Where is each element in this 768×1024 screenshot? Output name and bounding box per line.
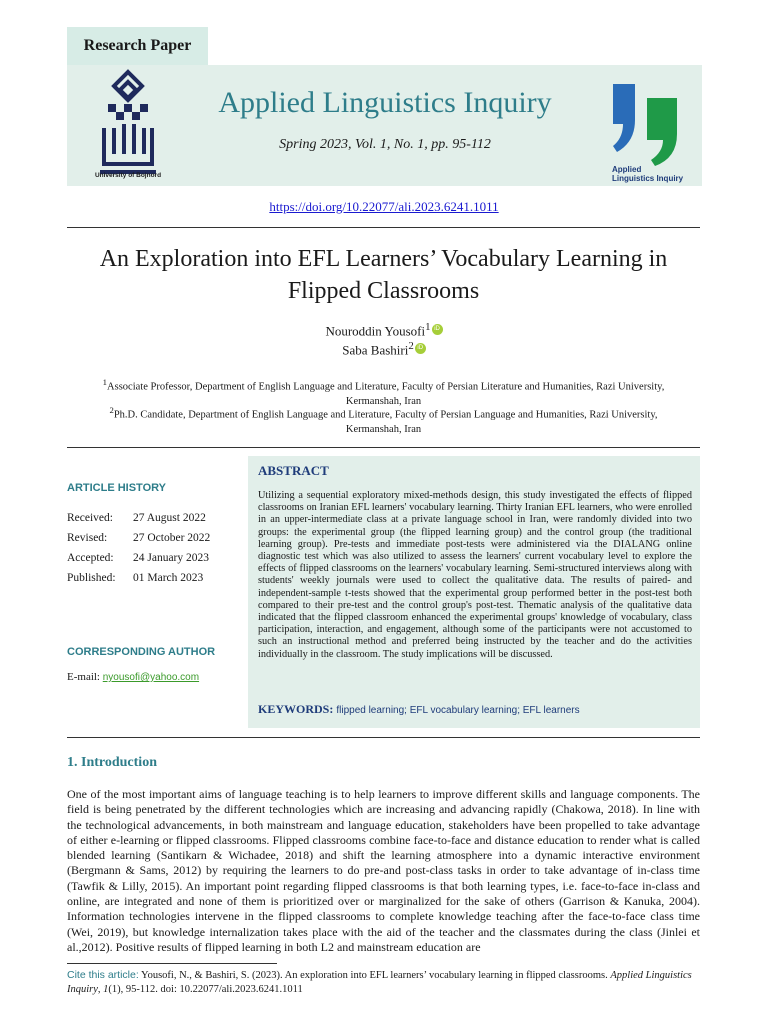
article-history-heading: ARTICLE HISTORY (67, 482, 167, 494)
research-paper-tag: Research Paper (67, 27, 208, 65)
affiliation-1: $^1$Associate Professor, Department of English Language and Literature, Faculty of Persian Literature and Humanities, Razi University, Kermanshah, Iran (102, 377, 665, 407)
paper-title: An Exploration into EFL Learners’ Vocabulary Learning in Flipped Classrooms (99, 246, 668, 304)
section-heading-introduction: 1. Introduction (67, 755, 157, 770)
university-caption: University of Bojnord (94, 172, 162, 179)
divider (67, 227, 700, 228)
introduction-text: One of the most important aims of language teaching is to help learners to improve different skills and language components. The field is being penetrated by the different technologies which are increasing and advancing rapidly (Chakowa, 2018). In line with the technological advancements, in both mainstream and language education, stakeholders have been propelled to take advantage of either e-learning or flipped classrooms. Flipped classrooms combine face-to-face and distance education to render what is called blended learning (Santikarn & Wichadee, 2018) and shift the learning atmosphere into a dynamic interactive environment (Bergmann & Sams, 2012) by requiring the learners to do pre-and post-class tasks in order to take advantage of in-class time (Tawfik & Lilly, 2015). An important point regarding flipped classrooms is that both learning types, i.e. face-to-face in-class and online, are integrated and none of them is prioritized over or marginalized for the sake of others (Garrison & Kanuka, 2004). Information technologies intervene in the flipped classrooms to complete knowledge teaching after the face-to-face class time (Wei, 2019), but knowledge internalization takes place with the aid of the teacher and the classmates during the class (Jinlei et al.,2012). Positive results of flipped learning in both L2 and mainstream education are (67, 787, 700, 954)
citation: Cite this article: Yousofi, N., & Bashiri, S. (2023). An exploration into EFL learners’ vocabulary learning in flipped classrooms. Applied Linguistics Inquiry, 1(1), 95-112. doi: 10.22077/ali.2023.6241.1011 (67, 969, 692, 995)
orcid-icon[interactable]: iD (415, 343, 426, 354)
history-row: Accepted: 24 January 2023 (67, 552, 210, 564)
footnote-divider (67, 963, 277, 964)
orcid-icon[interactable]: iD (432, 324, 443, 335)
divider (67, 737, 700, 738)
corresponding-email: E-mail: nyousofi@yahoo.com (67, 671, 200, 683)
abstract-heading: ABSTRACT (258, 463, 329, 478)
keywords: KEYWORDS: flipped learning; EFL vocabulary learning; EFL learners (258, 702, 580, 716)
author-1: Nouroddin Yousofi$^1$ iD (0, 321, 768, 339)
affiliation-2: $^2$Ph.D. Candidate, Department of English Language and Literature, Faculty of Persian Language and Humanities, Razi University, Kermanshah, Iran (109, 405, 658, 435)
journal-logo-caption: Applied Linguistics Inquiry (612, 165, 684, 183)
abstract-text: Utilizing a sequential exploratory mixed-methods design, this study investigated the effects of flipped classrooms on Iranian EFL learners' vocabulary learning. Thirty Iranian EFL learners, who were enrolled in an upper-intermediate class at a private language school in Iran, were randomly divided into two groups: the experimental group (the flipped learning group) and the control group (the traditional learning group). Pre-tests and immediate post-tests were administered via the DIALANG online diagnostic test which was also utilized to assess the learners' current vocabulary level to explore the effects of flipped classrooms on the learners' vocabulary learning. Semi-structured interviews along with students' weekly journals were used to collect the qualitative data. The results of paired- and independent-sample t-tests showed that the experimental group performed better in the post-test both compared to their pre-test and the control group's post-test. Thematic analysis of the qualitative data indicated that the flipped classroom enhanced the experimental groups' knowledge of vocabulary, class participation, interaction, and engagement, although some of the participants were not accustomed to such an instructional method and preferred being instructed by the teacher and do the activities individually in the classroom. The study implications will be discussed. (258, 490, 692, 660)
history-row: Published: 01 March 2023 (67, 572, 204, 584)
history-row: Received: 27 August 2022 (67, 512, 206, 524)
divider (67, 447, 700, 448)
email-link[interactable]: nyousofi@yahoo.com (102, 672, 200, 683)
corresponding-author-heading: CORRESPONDING AUTHOR (67, 646, 216, 658)
journal-title: Applied Linguistics Inquiry (218, 86, 552, 119)
journal-issue: Spring 2023, Vol. 1, No. 1, pp. 95-112 (279, 137, 491, 152)
journal-logo (605, 80, 685, 168)
author-2: Saba Bashiri$^2$ iD (0, 340, 768, 358)
history-row: Revised: 27 October 2022 (67, 532, 211, 544)
university-logo (94, 68, 162, 186)
doi-link[interactable]: https://doi.org/10.22077/ali.2023.6241.1011 (269, 199, 499, 214)
